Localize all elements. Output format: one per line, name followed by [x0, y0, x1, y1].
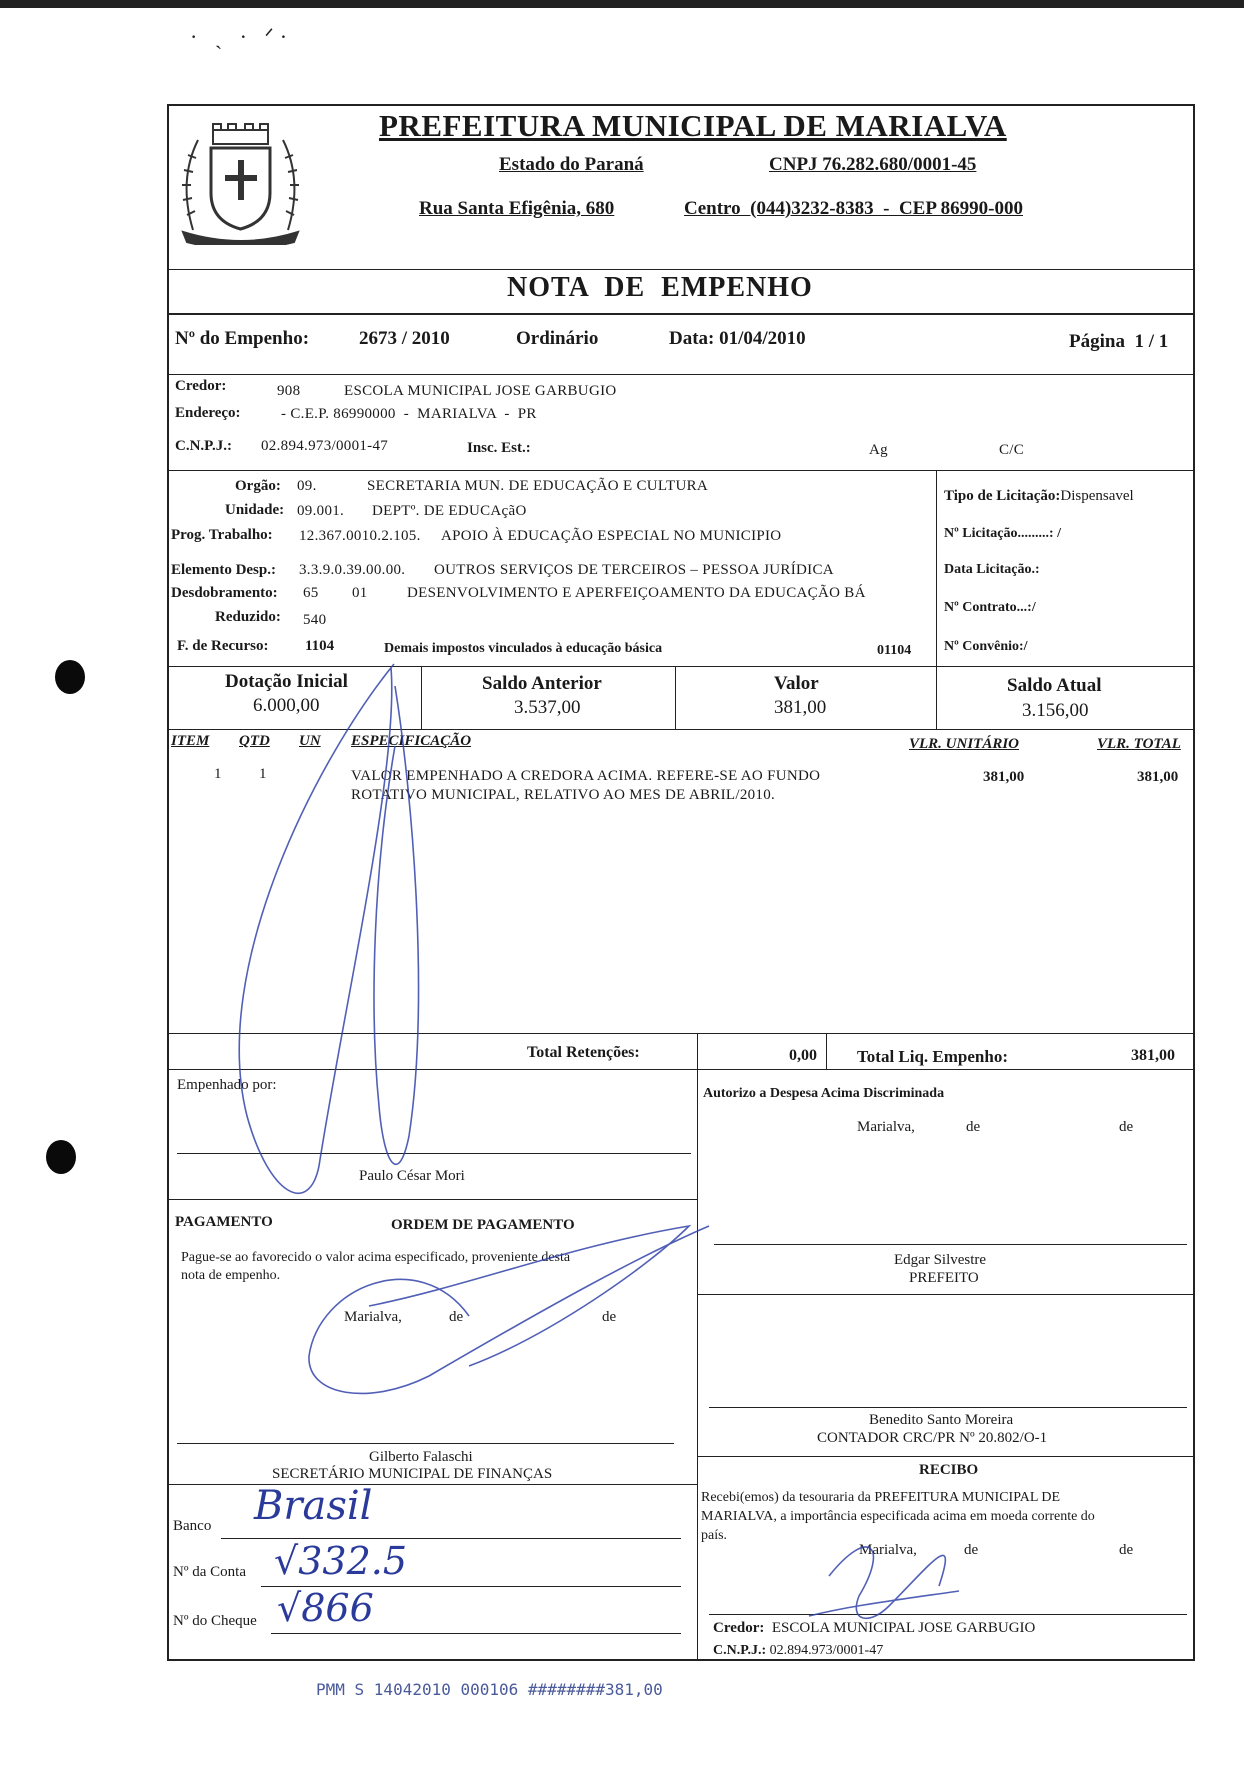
contador-name: Benedito Santo Moreira: [869, 1412, 1014, 1428]
credor-name: ESCOLA MUNICIPAL JOSE GARBUGIO: [344, 383, 617, 399]
prog-trabalho-desc: APOIO À EDUCAÇÃO ESPECIAL NO MUNICIPIO: [441, 528, 782, 544]
col-vlr-total: VLR. TOTAL: [1097, 736, 1181, 752]
recibo-cnpj: C.N.P.J.: 02.894.973/0001-47: [713, 1643, 884, 1658]
header-title: PREFEITURA MUNICIPAL DE MARIALVA: [379, 108, 1007, 143]
credor-label: Credor:: [175, 378, 227, 394]
scan-top-edge: [0, 0, 1244, 8]
empenhado-por-label: Empenhado por:: [177, 1077, 277, 1093]
nota-de-empenho-form: [167, 104, 1195, 1661]
item-qtd: 1: [259, 766, 267, 782]
numero-licitacao: Nº Licitação.........: /: [944, 526, 1061, 541]
orgao-desc: SECRETARIA MUN. DE EDUCAÇÃO E CULTURA: [367, 478, 709, 494]
ag-label: Ag: [869, 442, 888, 458]
municipal-coat-of-arms-icon: [173, 120, 308, 245]
unidade-code: 09.001.: [297, 503, 345, 519]
saldo-atual-value: 3.156,00: [1022, 700, 1089, 721]
data-licitacao: Data Licitação.:: [944, 562, 1040, 577]
dotacao-inicial-label: Dotação Inicial: [225, 671, 348, 692]
desdobramento-code2: 01: [352, 585, 368, 601]
empenho-label: Nº do Empenho:: [175, 328, 310, 349]
numero-convenio: Nº Convênio:/: [944, 639, 1028, 654]
contador-role: CONTADOR CRC/PR Nº 20.802/O-1: [817, 1430, 1048, 1446]
pagamento-text-line1: Pague-se ao favorecido o valor acima especificado, proveniente desta: [181, 1250, 571, 1265]
recurso-label: F. de Recurso:: [177, 638, 269, 654]
prefeito-name: Edgar Silvestre: [894, 1252, 987, 1268]
item-desc-line2: ROTATIVO MUNICIPAL, RELATIVO AO MES DE ABRIL/2010.: [351, 787, 776, 803]
payment-stamp: PMM S 14042010 000106 ########381,00: [316, 1680, 663, 1699]
header-address-contact: Centro (044)3232-8383 - CEP 86990-000: [684, 198, 1023, 219]
saldo-anterior-value: 3.537,00: [514, 697, 581, 718]
recibo-text-line3: país.: [701, 1528, 728, 1543]
elemento-label: Elemento Desp.:: [171, 562, 276, 578]
empenhado-por-name: Paulo César Mori: [359, 1168, 465, 1184]
endereco-label: Endereço:: [175, 405, 241, 421]
recurso-code: 1104: [305, 638, 335, 654]
punch-hole-top: [55, 660, 85, 694]
empenho-page: Página 1 / 1: [1069, 331, 1169, 352]
cheque-handwritten: √866: [277, 1586, 374, 1630]
header-address: Rua Santa Efigênia, 680: [419, 198, 615, 219]
header-state: Estado do Paraná: [499, 154, 644, 175]
total-retencoes-label: Total Retenções:: [527, 1044, 640, 1061]
saldo-atual-label: Saldo Atual: [1007, 675, 1102, 696]
numero-contrato: Nº Contrato...:/: [944, 600, 1036, 615]
pagamento-de2: de: [602, 1309, 617, 1325]
valor-label: Valor: [774, 673, 819, 694]
document-title: NOTA DE EMPENHO: [507, 272, 813, 303]
prog-trabalho-code: 12.367.0010.2.105.: [299, 528, 421, 544]
item-vlr-unitario: 381,00: [983, 769, 1025, 785]
total-retencoes-value: 0,00: [789, 1047, 817, 1064]
banco-label: Banco: [173, 1518, 212, 1534]
cnpj-label: C.N.P.J.:: [175, 438, 232, 454]
recurso-desc: Demais impostos vinculados à educação básica: [384, 641, 663, 656]
col-item: ITEM: [171, 733, 210, 749]
cc-label: C/C: [999, 442, 1025, 458]
insc-est-label: Insc. Est.:: [467, 440, 531, 456]
col-un: UN: [299, 733, 321, 749]
pagamento-de1: de: [449, 1309, 464, 1325]
cheque-label: Nº do Cheque: [173, 1613, 257, 1629]
total-liquido-value: 381,00: [1131, 1047, 1175, 1064]
prog-trabalho-label: Prog. Trabalho:: [171, 527, 273, 543]
orgao-label: Orgão:: [235, 478, 281, 494]
item-number: 1: [214, 766, 222, 782]
credor-code: 908: [277, 383, 301, 399]
autorizo-de1: de: [966, 1119, 981, 1135]
total-liquido-label: Total Liq. Empenho:: [857, 1047, 1008, 1066]
desdobramento-code1: 65: [303, 585, 319, 601]
desdobramento-desc: DESENVOLVIMENTO E APERFEIÇOAMENTO DA EDUCAÇÃO BÁ: [407, 585, 866, 601]
reduzido-label: Reduzido:: [215, 609, 281, 625]
recibo-text-line1: Recebi(emos) da tesouraria da PREFEITURA MUNICIPAL DE: [701, 1490, 1061, 1505]
dotacao-inicial-value: 6.000,00: [253, 695, 320, 716]
desdobramento-label: Desdobramento:: [171, 585, 278, 601]
secretario-role: SECRETÁRIO MUNICIPAL DE FINANÇAS: [272, 1466, 553, 1482]
unidade-label: Unidade:: [225, 502, 285, 518]
secretario-name: Gilberto Falaschi: [369, 1449, 473, 1465]
cnpj-value: 02.894.973/0001-47: [261, 438, 389, 454]
col-qtd: QTD: [239, 733, 270, 749]
punch-hole-bottom: [46, 1140, 76, 1174]
col-especificacao: ESPECIFICAÇÃO: [351, 733, 472, 749]
autorizo-label: Autorizo a Despesa Acima Discriminada: [703, 1086, 945, 1101]
ordem-pagamento-label: ORDEM DE PAGAMENTO: [391, 1217, 575, 1233]
recibo-de1: de: [964, 1542, 979, 1558]
col-vlr-unitario: VLR. UNITÁRIO: [909, 736, 1020, 752]
unidade-desc: DEPTº. DE EDUCAçãO: [372, 503, 527, 519]
header-cnpj: CNPJ 76.282.680/0001-45: [769, 154, 977, 175]
scan-specks: · ˎ · ᐟ·: [190, 24, 294, 49]
elemento-code: 3.3.9.0.39.00.00.: [299, 562, 406, 578]
recibo-text-line2: MARIALVA, a importância especificada acima em moeda corrente do: [701, 1509, 1095, 1524]
orgao-code: 09.: [297, 478, 317, 494]
conta-label: Nº da Conta: [173, 1564, 246, 1580]
recurso-code2: 01104: [877, 643, 912, 658]
autorizo-de2: de: [1119, 1119, 1134, 1135]
pagamento-label: PAGAMENTO: [175, 1214, 273, 1230]
item-desc-line1: VALOR EMPENHADO A CREDORA ACIMA. REFERE-SE AO FUNDO: [351, 768, 821, 784]
reduzido-value: 540: [303, 612, 327, 628]
tipo-licitacao: Tipo de Licitação:Dispensavel: [944, 488, 1134, 504]
empenho-type: Ordinário: [516, 328, 599, 349]
saldo-anterior-label: Saldo Anterior: [482, 673, 602, 694]
conta-handwritten: √332.5: [274, 1539, 407, 1583]
valor-value: 381,00: [774, 697, 827, 718]
recibo-de2: de: [1119, 1542, 1134, 1558]
recibo-label: RECIBO: [919, 1462, 979, 1478]
elemento-desc: OUTROS SERVIÇOS DE TERCEIROS – PESSOA JURÍDICA: [434, 562, 834, 578]
empenho-date: Data: 01/04/2010: [669, 328, 806, 349]
autorizo-city: Marialva,: [857, 1119, 915, 1135]
recibo-city: Marialva,: [859, 1542, 917, 1558]
recibo-credor: Credor: ESCOLA MUNICIPAL JOSE GARBUGIO: [713, 1620, 1036, 1636]
empenho-number: 2673 / 2010: [359, 328, 450, 349]
banco-handwritten: Brasil: [254, 1483, 373, 1529]
pagamento-city: Marialva,: [344, 1309, 402, 1325]
item-vlr-total: 381,00: [1137, 769, 1179, 785]
pagamento-text-line2: nota de empenho.: [181, 1268, 281, 1283]
endereco-value: - C.E.P. 86990000 - MARIALVA - PR: [281, 406, 537, 422]
prefeito-role: PREFEITO: [909, 1270, 979, 1286]
